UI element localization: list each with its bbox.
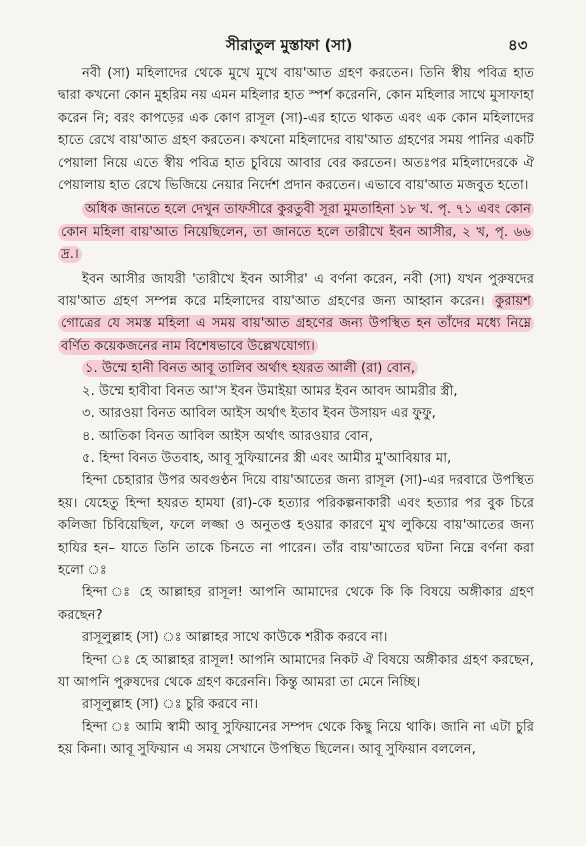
paragraph-reference: [58, 199, 534, 266]
women-list: [58, 358, 534, 470]
list-item: ৫. হিন্দা বিনত উতবাহ, আবূ সুফিয়ানের স্ত্রী এবং আমীর মু'আবিয়ার মা,: [82, 450, 452, 466]
list-item: ২. উম্মে হাবীবা বিনত আ'স ইবন উমাইয়া আমর ইবন আবদ আমরীর স্ত্রী,: [82, 383, 458, 399]
highlighted-quraysh-women: কুরায়শ গোত্রের যে সমস্ত মহিলা এ সময় বায়'আত গ্রহণের জন্য উপস্থিত হন তাঁদের মধ্যে নিম্নে বর্ণিত কয়েকজনের নাম বিশেষভাবে উল্লেখযোগ্য।: [58, 293, 534, 355]
dialogue-line: হিন্দা ঃ আমি স্বামী আবূ সুফিয়ানের সম্পদ থেকে কিছু নিয়ে থাকি। জানি না এটা চুরি হয় কিনা। আবূ সুফিয়ান এ সময় সেখানে উপস্থিত ছিলেন। আবূ সুফিয়ান বললেন,: [58, 719, 534, 758]
paragraph-bayat-method: নবী (সা) মহিলাদের থেকে মুখে মুখে বায়'আত গ্রহণ করতেন। তিনি স্বীয় পবিত্র হাত দ্বারা কখনো কোন মুহরিম নয় এমন মহিলার হাত স্পর্শ করেননি, কোন মহিলার সাথে মুসাফাহা করেন নি; বরং কাপড়ের এক কোণ রাসূল (সা)-এর হাতে থাকত এবং এক কোন মহিলাদের হাতে রেখে বায়'আত গ্রহণ করতেন। কখনো মহিলাদের বায়'আত গ্রহণের সময় পানির একটি পেয়ালা নিয়ে এতে স্বীয় পবিত্র হাত চুবিয়ে আবার বের করতেন। অতঃপর মহিলাদেরকে ঐ পেয়ালায় হাত রেখে ভিজিয়ে নেয়ার নির্দেশ প্রদান করতেন। এভাবে বায়'আত মজবুত হতো।: [58, 66, 534, 194]
highlighted-reference: অধিক জানতে হলে দেখুন তাফসীরে কুরতুবী সূরা মুমতাহিনা ১৮ খ. পৃ. ৭১ এবং কোন কোন মহিলা বায়'আত নিয়েছিলেন, তা জানতে হলে তারীখে ইবন আসীর, ২ খ, পৃ. ৬৬ দ্র.।: [58, 201, 534, 263]
ibn-athir-text: ইবন আসীর জাযরী 'তারীখে ইবন আসীর' এ বর্ণনা করেন, নবী (সা) যখন পুরুষদের বায়'আত গ্রহণ সম্পন্ন করে মহিলাদের বায়'আত গ্রহণের জন্য আহ্বান করেন।: [58, 271, 534, 310]
page-number: ৪৩: [508, 36, 528, 54]
dialogue-line: রাসূলুল্লাহ (সা) ঃ আল্লাহর সাথে কাউকে শরীক করবে না।: [82, 630, 388, 646]
running-header: [0, 34, 586, 56]
dialogue-line: হিন্দা ঃ হে আল্লাহর রাসূল! আপনি আমাদের নিকট ঐ বিষয়ে অঙ্গীকার গ্রহণ করছেন, যা আপনি পুরুষদের থেকে গ্রহণ করেননি। কিন্তু আমরা তা মেনে নিচ্ছি।: [58, 652, 534, 690]
list-item: ৩. আরওয়া বিনত আবিল আইস অর্থাৎ ইতাব ইবন উসায়দ এর ফুফু,: [82, 406, 436, 422]
list-item: ৪. আতিকা বিনত আবিল আইস অর্থাৎ আরওয়ার বোন,: [82, 428, 373, 444]
list-item: [82, 358, 534, 380]
paragraph-ibn-athir: [58, 269, 534, 359]
dialogue-line: হিন্দা ঃ হে আল্লাহর রাসূল! আপনি আমাদের থেকে কি কি বিষয়ে অঙ্গীকার গ্রহণ করছেন?: [58, 585, 534, 623]
running-title: সীরাতুল মুস্তাফা (সা): [226, 36, 353, 54]
paragraph-hinda: হিন্দা চেহারার উপর অবগুণ্ঠন দিয়ে বায়'আতের জন্য রাসূল (সা)-এর দরবারে উপস্থিত হয়। যেহেতু হিন্দা হযরত হামযা (রা)-কে হত্যার পরিকল্পনাকারী এবং হত্যার পর বুক চিরে কলিজা চিবিয়েছিল, ফলে লজ্জা ও অনুতপ্ত হওয়ার কারণে মুখ লুকিয়ে বায়'আতের জন্য হাযির হন– যাতে তিনি তাকে চিনতে না পারেন। তাঁর বায়'আতের ঘটনা নিম্নে বর্ণনা করা হলো ঃ: [58, 473, 534, 578]
body-text: [58, 63, 534, 762]
dialogue-line: রাসূলুল্লাহ (সা) ঃ চুরি করবে না।: [82, 697, 259, 713]
highlighted-list-item: ১. উম্মে হানী বিনত আবূ তালিব অর্থাৎ হযরত আলী (রা) বোন,: [82, 360, 418, 377]
